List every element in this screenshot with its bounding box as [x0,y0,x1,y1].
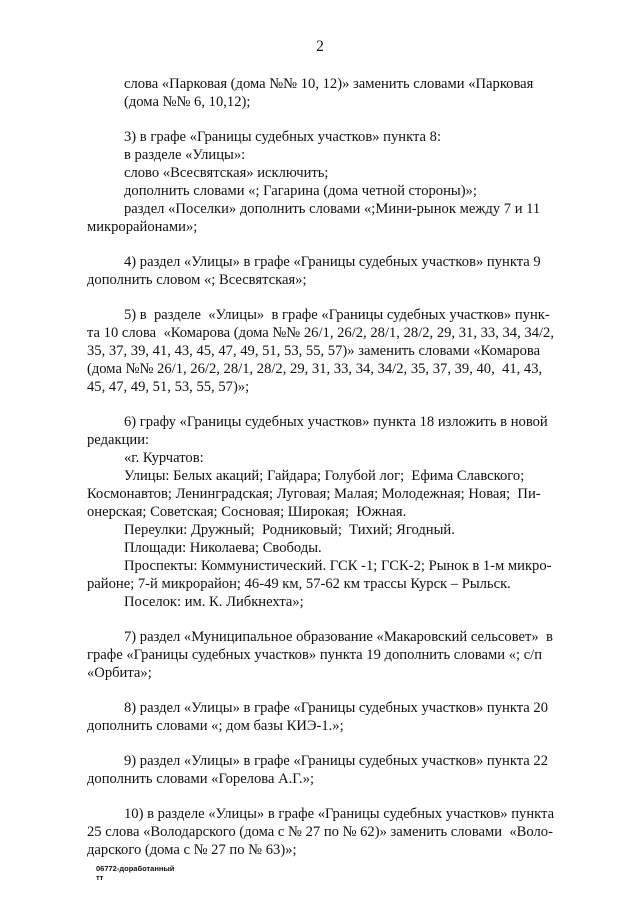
text-line: 45, 47, 49, 51, 53, 55, 57)»; [87,379,250,395]
text-line: Переулки: Дружный; Родниковый; Тихий; Ягодный. [124,522,455,538]
text-line: та 10 слова «Комарова (дома №№ 26/1, 26/2, 28/1, 28/2, 29, 31, 33, 34, 34/2, [87,325,554,341]
text-line: 9) раздел «Улицы» в графе «Границы судебных участков» пункта 22 [124,753,548,769]
text-line: Поселок: им. К. Либкнехта»; [124,594,304,610]
page-number: 2 [316,38,324,55]
text-line: микрорайонами»; [87,219,198,235]
text-line: раздел «Поселки» дополнить словами «;Мини-рынок между 7 и 11 [124,201,541,217]
text-line: (дома №№ 6, 10,12); [124,94,251,110]
text-line: 3) в графе «Границы судебных участков» пункта 8: [124,129,442,145]
document-footer [96,864,174,882]
text-line: графе «Границы судебных участков» пункта 19 дополнить словами «; с/п [87,647,543,663]
text-line: «г. Курчатов: [124,450,204,466]
text-line: районе; 7-й микрорайон; 46-49 км, 57-62 км трассы Курск – Рыльск. [87,576,511,592]
footer-initials: тт [96,873,104,882]
text-line: 4) раздел «Улицы» в графе «Границы судебных участков» пункта 9 [124,254,541,270]
text-line: дополнить словами «Горелова А.Г.»; [87,771,315,787]
text-line: слово «Всесвятская» исключить; [124,165,329,181]
text-line: (дома №№ 26/1, 26/2, 28/1, 28/2, 29, 31, 33, 34, 34/2, 35, 37, 39, 40, 41, 43, [87,361,543,377]
text-line: 5) в разделе «Улицы» в графе «Границы судебных участков» пунк- [124,307,550,323]
text-line: дополнить словами «; дом базы КИЭ-1.»; [87,718,344,734]
text-line: дополнить словом «; Всесвятская»; [87,272,307,288]
text-line: онерская; Советская; Сосновая; Широкая; Южная. [87,504,407,520]
text-line: редакции: [87,432,150,448]
text-line: 7) раздел «Муниципальное образование «Макаровский сельсовет» в [124,629,553,645]
text-line: Улицы: Белых акаций; Гайдара; Голубой лог; Ефима Славского; [124,468,525,484]
text-line: 10) в разделе «Улицы» в графе «Границы судебных участков» пункта [124,806,555,822]
text-line: Площади: Николаева; Свободы. [124,540,322,556]
text-line: Проспекты: Коммунистический. ГСК -1; ГСК-2; Рынок в 1-м микро- [124,558,552,574]
text-line: Космонавтов; Ленинградская; Луговая; Малая; Молодежная; Новая; Пи- [87,486,541,502]
text-line: дарского (дома с № 27 по № 63)»; [87,842,297,858]
text-line: «Орбита»; [87,665,152,681]
footer-file-id: 06772-доработанный [96,864,175,873]
text-line: слова «Парковая (дома №№ 10, 12)» заменить словами «Парковая [124,76,534,92]
text-line: дополнить словами «; Гагарина (дома четной стороны)»; [124,183,477,199]
text-line: 8) раздел «Улицы» в графе «Границы судебных участков» пункта 20 [124,700,548,716]
text-line: 25 слова «Володарского (дома с № 27 по № 62)» заменить словами «Воло- [87,824,553,840]
text-line: 35, 37, 39, 41, 43, 45, 47, 49, 51, 53, 55, 57)» заменить словами «Комарова [87,343,541,359]
text-line: в разделе «Улицы»: [124,147,246,163]
text-line: 6) графу «Границы судебных участков» пункта 18 изложить в новой [124,414,548,430]
